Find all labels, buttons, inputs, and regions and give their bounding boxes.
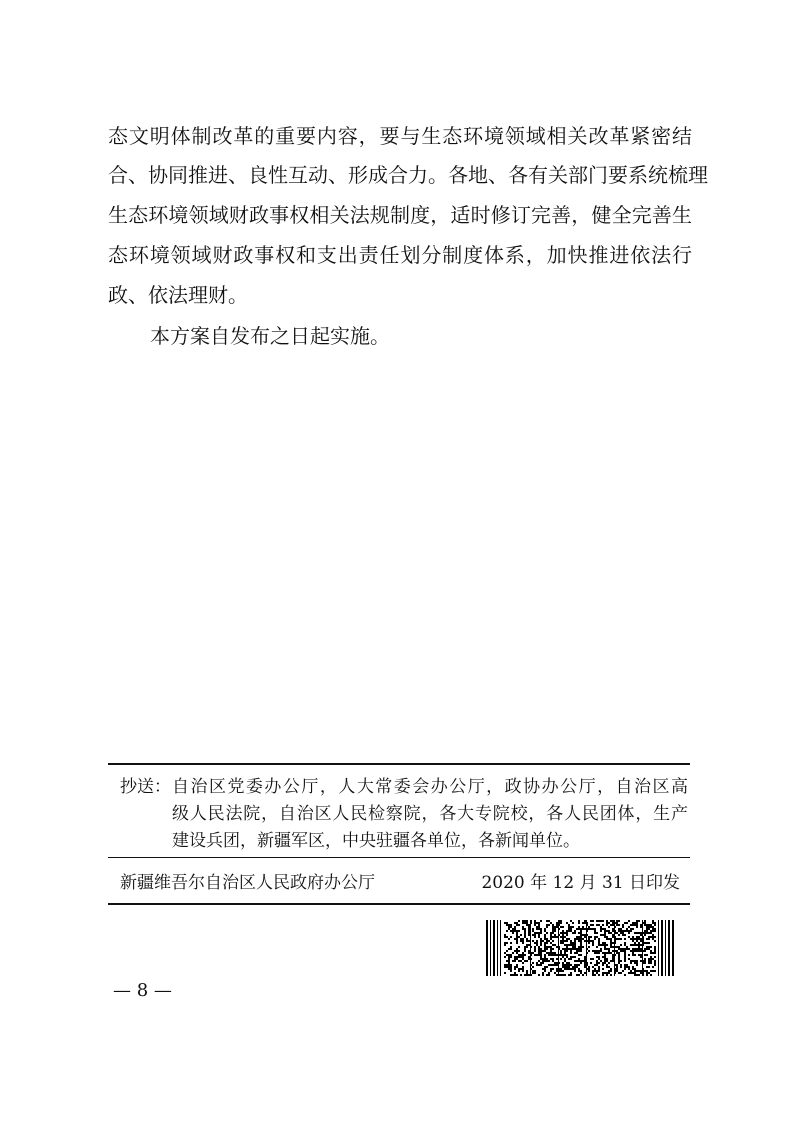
body-line-2: 合、协同推进、良性互动、形成合力。各地、各有关部门要系统梳理 <box>108 163 708 187</box>
issuing-office: 新疆维吾尔自治区人民政府办公厅 <box>120 873 375 893</box>
issue-date: 2020 年 12 月 31 日印发 <box>481 873 680 893</box>
body-line-5: 政、依法理财。 <box>108 283 248 307</box>
footer-bottom-rule <box>108 903 690 905</box>
cc-label: 抄送： <box>120 777 171 797</box>
cc-line-1: 自治区党委办公厅，人大常委会办公厅，政协办公厅，自治区高 <box>172 777 688 797</box>
page-number: — 8 — <box>113 980 172 1001</box>
body-line-4: 态环境领域财政事权和支出责任划分制度体系，加快推进依法行 <box>108 243 692 267</box>
cc-line-3: 建设兵团，新疆军区，中央驻疆各单位，各新闻单位。 <box>172 831 580 851</box>
cc-line-2: 级人民法院，自治区人民检察院，各大专院校，各人民团体，生产 <box>172 804 688 824</box>
footer-top-rule <box>108 857 690 858</box>
barcode-2d-icon <box>486 920 674 976</box>
cc-top-rule <box>108 763 690 765</box>
closing-statement: 本方案自发布之日起实施。 <box>150 324 390 348</box>
body-line-3: 生态环境领域财政事权相关法规制度，适时修订完善，健全完善生 <box>108 203 692 227</box>
body-line-1: 态文明体制改革的重要内容，要与生态环境领域相关改革紧密结 <box>108 124 692 148</box>
